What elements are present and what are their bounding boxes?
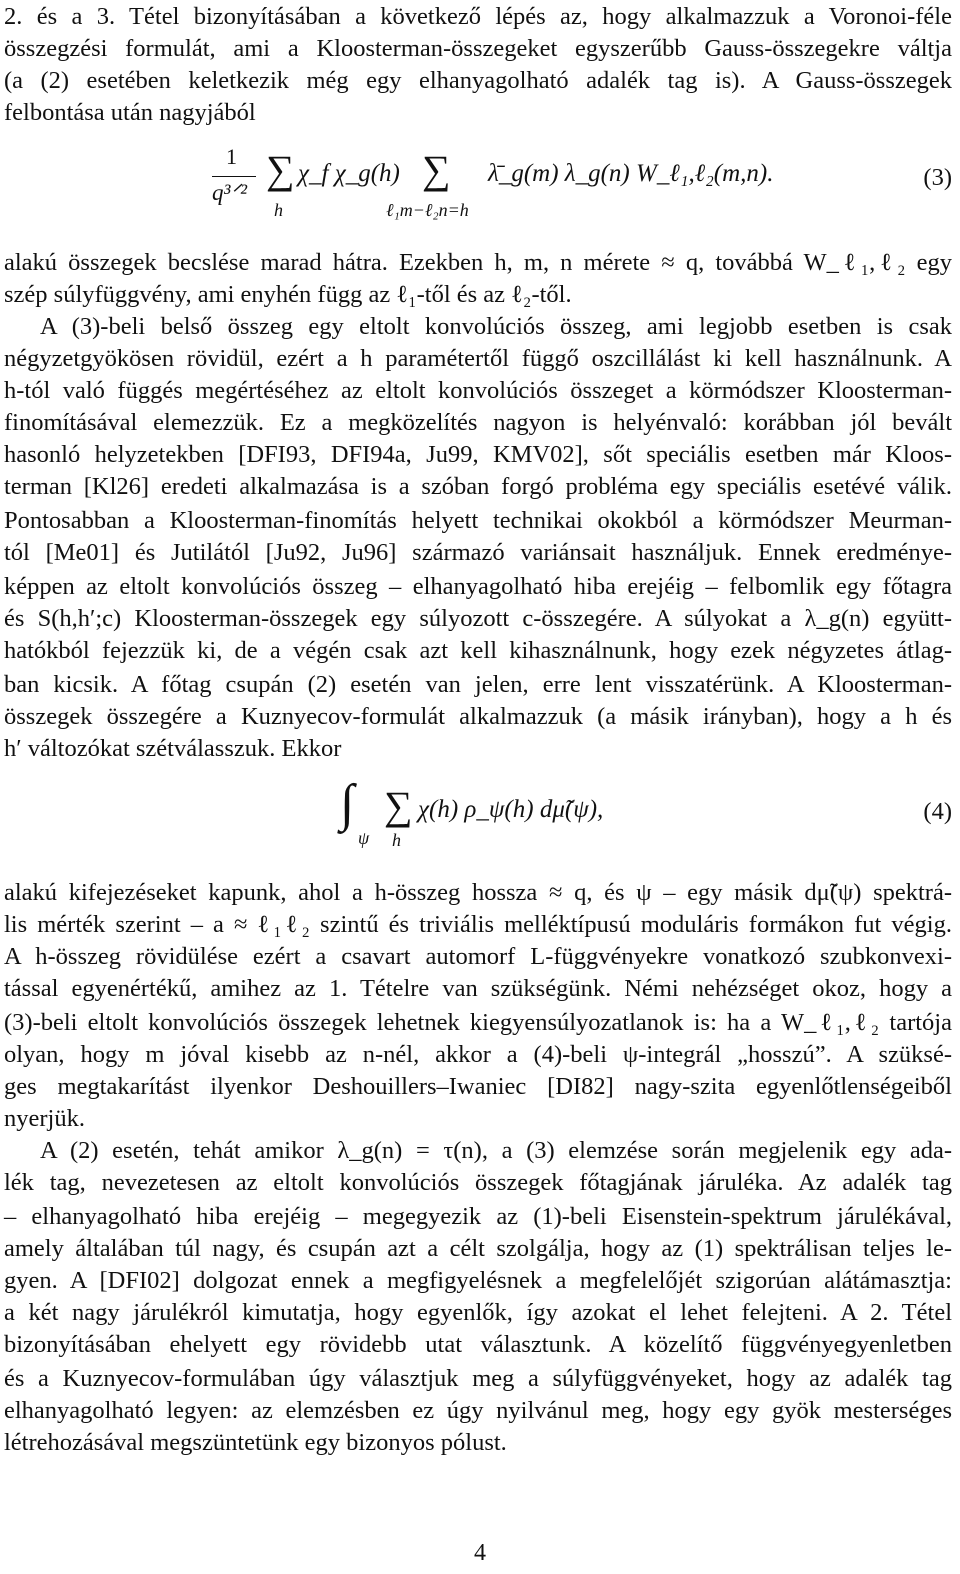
text-line: alakú kifejezéseket kapunk, ahol a h-összeg hossza ≈ q, és ψ – egy másik dμ̃(ψ) spektrá-	[4, 879, 952, 906]
text-line: A (2) esetén, tehát amikor λ_g(n) = τ(n), a (3) elemzése során megjelenik egy ada-	[40, 1137, 952, 1164]
sum-index: h	[392, 830, 401, 850]
equation-term: λ̄_g(m) λ_g(n) W_ℓ₁,ℓ₂(m,n).	[488, 160, 774, 187]
text-line: lis mérték szerint – a ≈ ℓ₁ℓ₂ szintű és triviális melléktípusú moduláris formákon fut végig.	[4, 911, 952, 938]
text-line: Pontosabban a Kloosterman-finomítás helyett technikai okokból a körmódszer Meurman-	[4, 507, 952, 534]
equation-term: χ(h) ρ_ψ(h) dμ̃(ψ),	[418, 796, 604, 823]
text-line: elhanyagolható legyen: az elemzésben ez úgy nyilvánul meg, hogy egy gyök mesterséges	[4, 1397, 952, 1424]
fraction-numerator: 1	[226, 144, 237, 169]
text-line: olyan, hogy m jóval kisebb az n-nél, akkor a (4)-beli ψ-integrál „hosszú”. A szüksé-	[4, 1041, 952, 1068]
equation-number: (4)	[923, 798, 952, 825]
text-line: összegzési formulát, ami a Kloosterman-összegeket egyszerűbb Gauss-összegekre váltja	[4, 35, 952, 62]
text-line: lék tag, nevezetesen az eltolt konvolúciós összegek főtagjának járuléka. Az adalék tag	[4, 1169, 952, 1196]
text-line: képpen az eltolt konvolúciós összeg – elhanyagolható hiba erejéig – felbomlik egy főtagra	[4, 573, 952, 600]
text-line: és S(h,h′;c) Kloosterman-összegek egy súlyozott c-összegére. A súlyokat a λ_g(n) együtt-	[4, 605, 952, 632]
text-line: bizonyításában ehelyett egy rövidebb utat választunk. A közelítő függvényegyenletben	[4, 1331, 952, 1358]
summation-sign: ∑	[422, 147, 451, 192]
text-line: hatókból fejezzük ki, de a végén csak azt kell kihasználnunk, hogy ezek négyzetes átlag-	[4, 637, 952, 664]
text-line: és a Kuznyecov-formulában úgy választjuk meg a súlyfüggvényeket, hogy az adalék tag	[4, 1365, 952, 1392]
text-line: h′ változókat szétválasszuk. Ekkor	[4, 735, 342, 762]
text-line: nyerjük.	[4, 1105, 85, 1132]
summation-sign: ∑	[266, 147, 295, 192]
text-line: finomításával elemezzük. Ez a megközelítés nagyon is helyénvaló: korábban jól bevált	[4, 409, 952, 436]
text-line: h-tól való függés megértéséhez az eltolt konvolúciós összeget a körmódszer Kloosterman-	[4, 377, 952, 404]
equation-3	[0, 140, 960, 230]
text-line: alakú összegek becslése marad hátra. Ezekben h, m, n mérete ≈ q, továbbá W_ℓ₁,ℓ₂ egy	[4, 249, 952, 276]
integral-index: ψ	[358, 828, 370, 848]
fraction-denominator: q³ᐟ²	[212, 180, 248, 205]
sum-index: ℓ₁m−ℓ₂n=h	[386, 200, 469, 220]
fraction-bar	[212, 176, 256, 177]
text-line: felbontása után nagyjából	[4, 99, 256, 126]
text-line: A h-összeg rövidülése ezért a csavart automorf L-függvényekre vonatkozó szubkonvexi-	[4, 943, 952, 970]
text-line: összegek összegére a Kuznyecov-formulát alkalmazzuk (a másik irányban), hogy a h és	[4, 703, 952, 730]
summation-sign: ∑	[384, 783, 413, 828]
text-line: terman [Kl26] eredeti alkalmazása is a szóban forgó probléma egy speciális esetévé válik.	[4, 473, 952, 500]
integral-sign: ∫	[340, 775, 355, 832]
text-line: (a (2) esetében keletkezik még egy elhanyagolható adalék tag is). A Gauss-összegek	[4, 67, 952, 94]
equation-term: χ_f χ_g(h)	[298, 160, 400, 187]
text-line: (3)-beli eltolt konvolúciós összegek lehetnek kiegyensúlyozatlanok is: ha a W_ℓ₁,ℓ₂ tartója	[4, 1009, 952, 1036]
text-line: tól [Me01] és Jutilától [Ju92, Ju96] származó variánsait használjuk. Ennek eredménye-	[4, 539, 952, 566]
equation-number: (3)	[923, 164, 952, 191]
text-line: a két nagy járulékról kimutatja, hogy egyenlők, így azokat el lehet felejteni. A 2. Tétel	[4, 1299, 952, 1326]
text-line: – elhanyagolható hiba erejéig – megegyezik az (1)-beli Eisenstein-spektrum járulékával,	[4, 1203, 952, 1230]
text-line: ban kicsik. A főtag csupán (2) esetén van jelen, erre lent visszatérünk. A Kloosterman-	[4, 671, 952, 698]
text-line: ges megtakarítást ilyenkor Deshouillers–Iwaniec [DI82] nagy-szita egyenlőtlenségeiből	[4, 1073, 952, 1100]
text-line: gyen. A [DFI02] dolgozat ennek a megfigyelésnek a megfelelőjét szigorúan alátámasztja:	[4, 1267, 952, 1294]
text-line: tással egyenértékű, amihez az 1. Tételre van szükségünk. Némi nehézséget okoz, hogy a	[4, 975, 952, 1002]
text-line: A (3)-beli belső összeg egy eltolt konvolúciós összeg, ami legjobb esetben is csak	[40, 313, 952, 340]
page-number: 4	[474, 1540, 486, 1566]
equation-4	[0, 775, 960, 868]
text-line: létrehozásával megszüntetünk egy bizonyos pólust.	[4, 1429, 507, 1456]
text-line: szép súlyfüggvény, ami enyhén függ az ℓ₁-től és az ℓ₂-től.	[4, 281, 572, 308]
text-line: hasonló helyzetekben [DFI93, DFI94a, Ju99, KMV02], sőt speciális esetben már Kloos-	[4, 441, 952, 468]
text-line: 2. és a 3. Tétel bizonyításában a következő lépés az, hogy alkalmazzuk a Voronoi-féle	[4, 3, 952, 30]
sum-index: h	[274, 200, 283, 220]
text-line: négyzetgyökösen rövidül, ezért a h paramétertől függő oszcillálást ki kell használnunk. A	[4, 345, 952, 372]
text-line: amely általában túl nagy, és csupán azt a célt szolgálja, hogy az (1) spektrálisan teljes le-	[4, 1235, 952, 1262]
